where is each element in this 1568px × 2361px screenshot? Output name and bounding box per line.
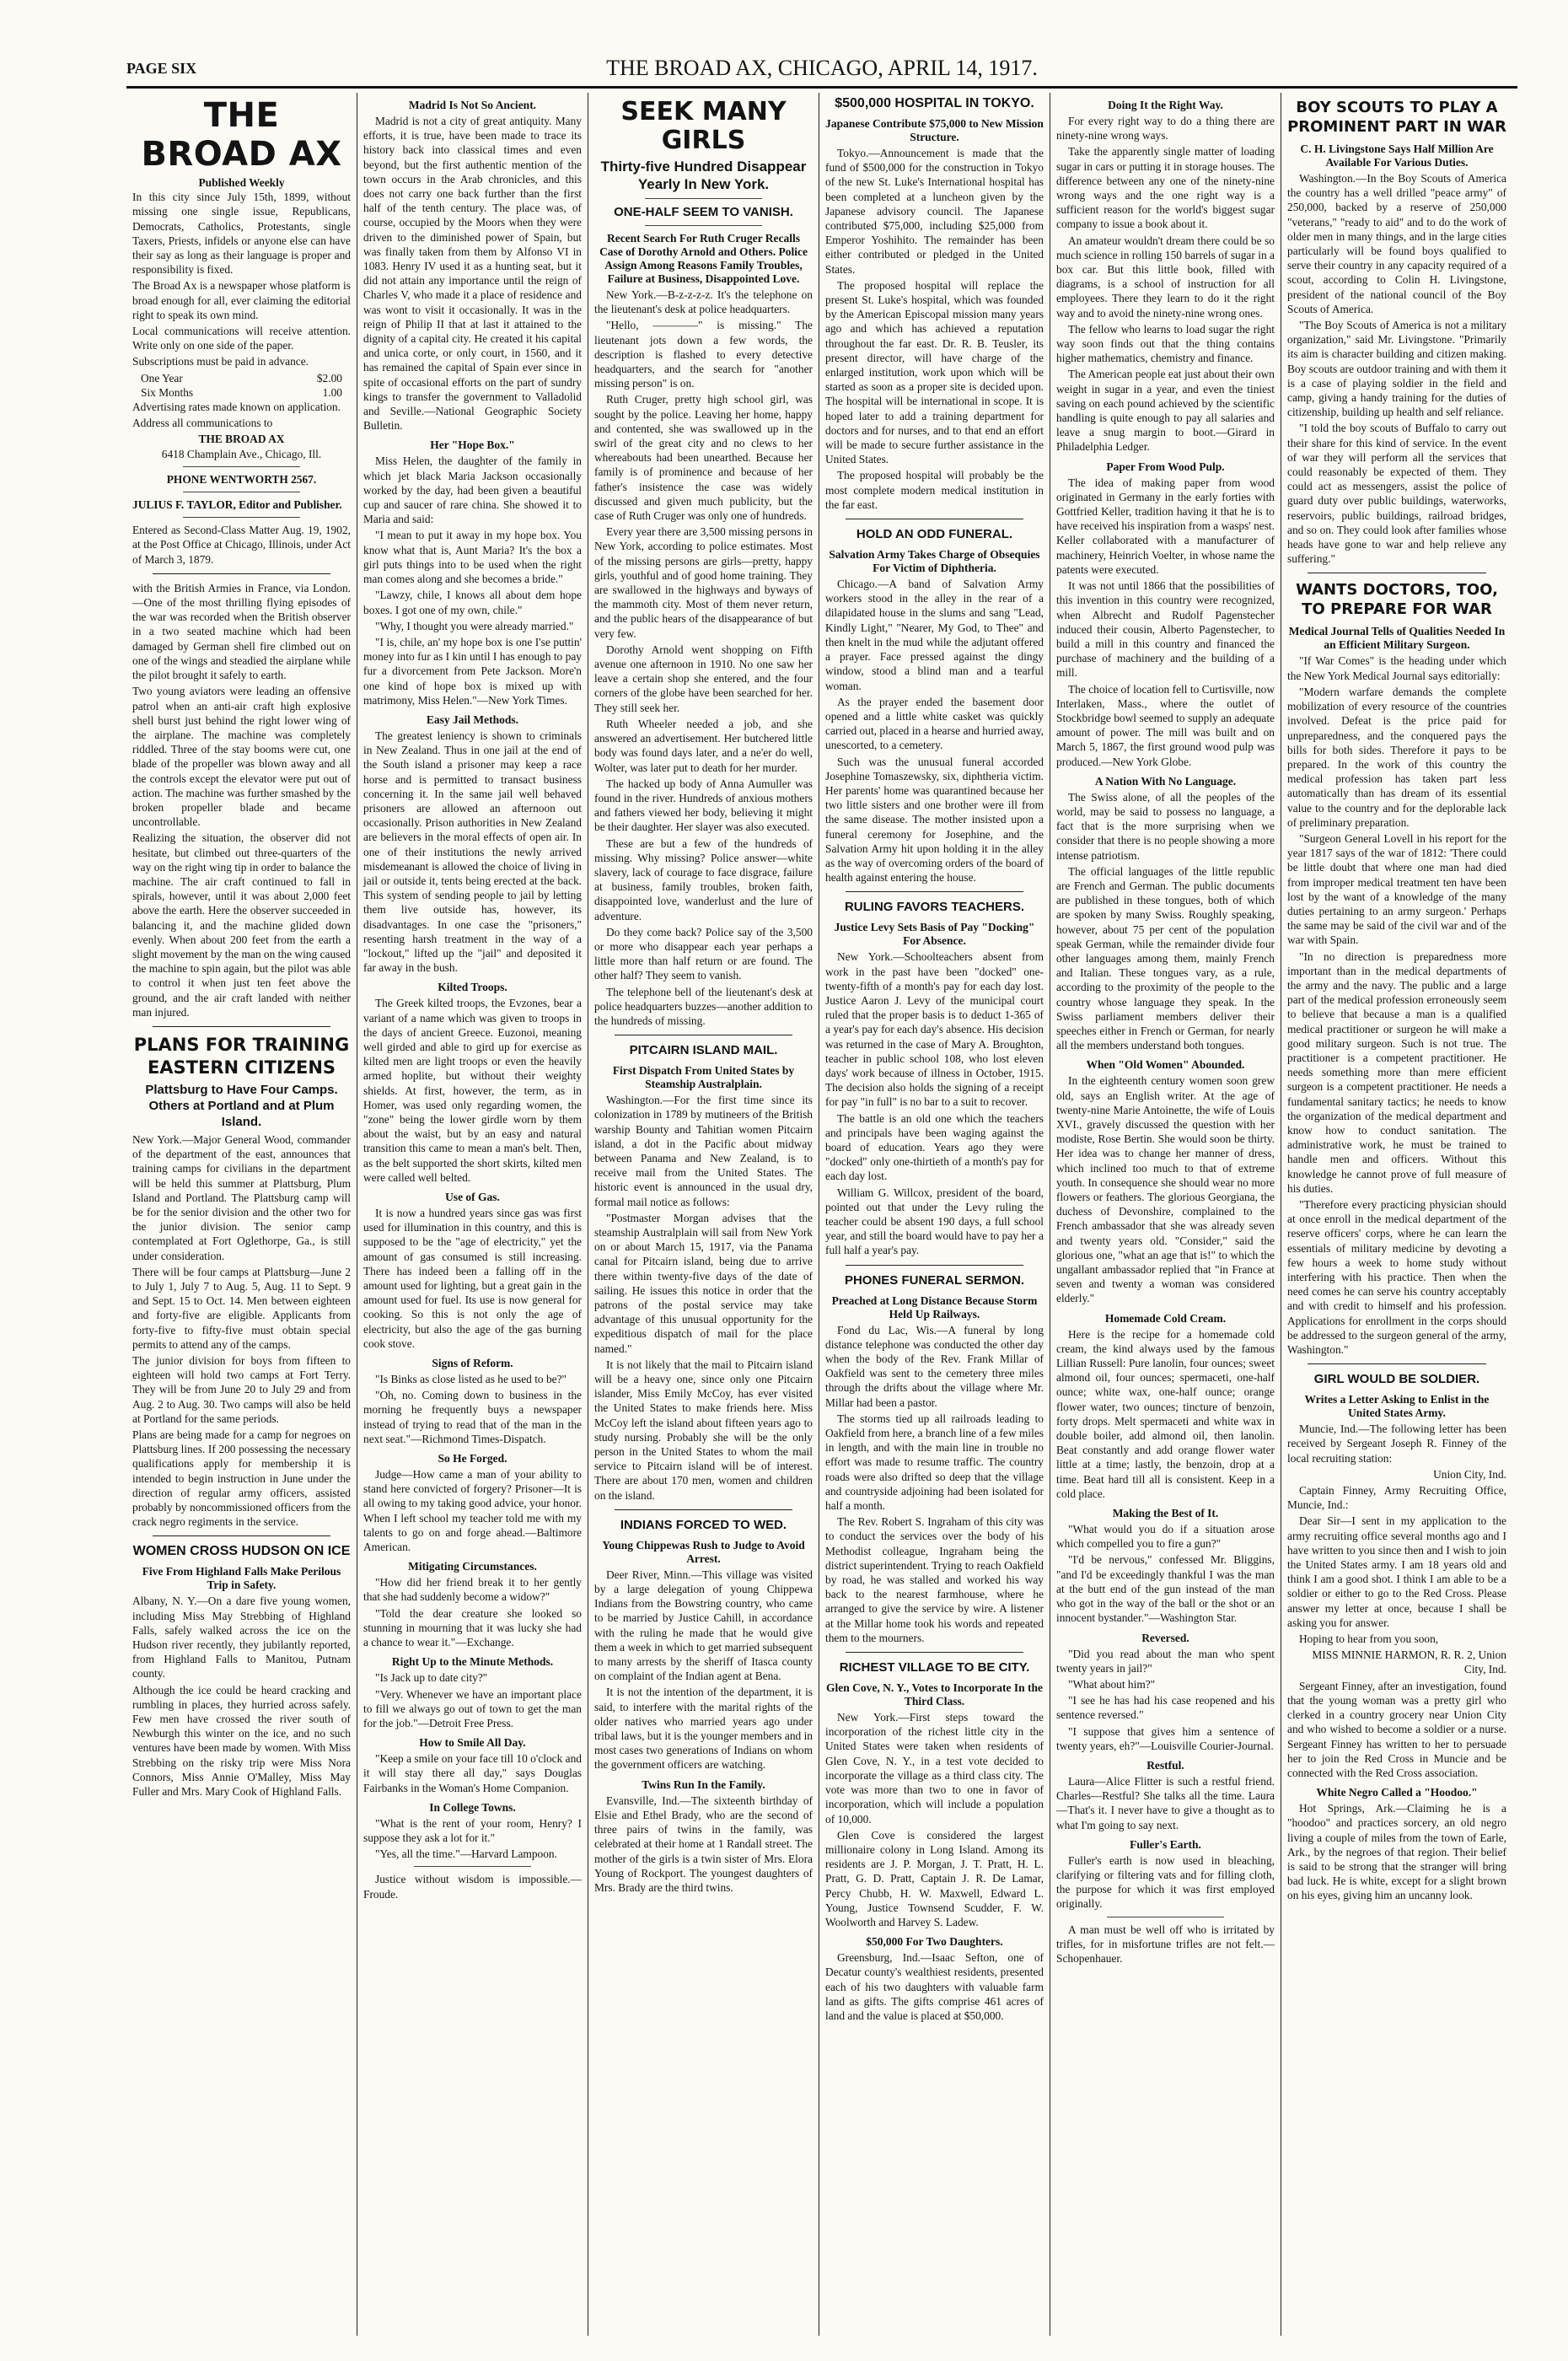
headline: RICHEST VILLAGE TO BE CITY. [839, 1660, 1030, 1675]
headline: How to Smile All Day. [419, 1736, 526, 1750]
article-paragraph: The Swiss alone, of all the peoples of the world, may be said to possess no language, a fact that is the more surprising when we consider that there is no people showing a more intense patriotism. [1056, 790, 1275, 862]
article-paragraph: It is not the intention of the department, it is said, to interfere with the marital rights of the older natives who married years ago under tribal laws, but it is the younger members and in most cases two generations of Indians on whom the government officers are watching. [594, 1686, 813, 1772]
article-paragraph: Although the ice could be heard cracking and rumbling in places, they hurried across safely. Few men have crossed the river south of Newburgh this winter on the ice, and no such ventures have been made by women. With Miss Strebbing on the risky trip were Miss Nora Connors, Miss Annie O'Malley, Miss May Fuller and Mrs. Mary Cook of Highland Falls. [132, 1683, 351, 1799]
article-paragraph: A man must be well off who is irritated by trifles, for in misfortune trifles are not felt.—Schopenhauer. [1056, 1923, 1275, 1965]
article-paragraph: "Modern warfare demands the complete mobilization of every resource of the countries involved. Defeat is the price paid for unpreparedness, and the conquered pays the bills for both sides. Therefore it pays to be prepared. In the work of this country the medical profession has taken part less automatically than has dream of its essential value to the country and for the deplorable lack of preliminary preparation. [1287, 685, 1506, 829]
headline: GIRL WOULD BE SOLDIER. [1313, 1372, 1480, 1387]
article-paragraph: Muncie, Ind.—The following letter has been received by Sergeant Joseph R. Finney of the local recruiting station: [1287, 1423, 1506, 1465]
article-paragraph: "I mean to put it away in my hope box. You know what that is, Aunt Maria? It's the box a girl puts things into to be used when the right man comes along and she becomes a bride." [363, 529, 582, 586]
subheadline: C. H. Livingstone Says Half Million Are Available For Various Duties. [1300, 143, 1494, 169]
article-paragraph: "I see he has had his case reopened and his sentence reversed." [1056, 1694, 1275, 1722]
editor: JULIUS F. TAYLOR, Editor and Publisher. [132, 498, 342, 512]
article-paragraph: The junior division for boys from fifteen to eighteen will hold two camps at Fort Terry. They will be from June 20 to July 29 and from Aug. 2 to Aug. 30. Two camps will also be held at Portland for the same periods. [132, 1354, 351, 1425]
headline: Use of Gas. [445, 1191, 500, 1204]
article-paragraph: In the eighteenth century women soon grew old, says an English writer. At the age of twenty-nine Marie Antoinette, the wife of Louis XVI., gravely discussed the question with her modiste, Rose Bertin. She would soon be thirty. Her idea was to change her manner of dress, which inclined too much to that of extreme youth. In consequence she should wear no more flowers or feathers. The glorious Georgiana, the duchess of Devonshire, complained to the French ambassador that she was already seven and twenty years old. "Consider," said the glorious one, "what an age that is!" to which the ungallant ambassador replied that "in France at seven and twenty a woman was considered elderly." [1056, 1074, 1275, 1305]
article-paragraph: Deer River, Minn.—This village was visited by a large delegation of young Chippewa Indians from the Bowstring country, who came to be married by Justice Cahill, in accordance with the ruling he made that he would give them a week in which to get married subsequent to many arrests by the sheriff of Itasca county on complaint of the Indian agent at Bena. [594, 1568, 813, 1683]
article-paragraph: The telephone bell of the lieutenant's desk at police headquarters buzzes—another addition to the hundreds of missing. [594, 985, 813, 1027]
article-paragraph: The hacked up body of Anna Aumuller was found in the river. Hundreds of anxious mothers and fathers viewed her body, believing it might be their daughter. Her slayer was also executed. [594, 777, 813, 834]
headline: Easy Jail Methods. [426, 713, 519, 726]
article-paragraph: Realizing the situation, the observer did not hesitate, but climbed out three-quarters of the way on the right wing tip in order to balance the machine. The air craft continued to fall in spirals, however, until it was about 2,000 feet above the earth. Here the observer succeeded in balancing it, and the machine glided down evenly. When about 200 feet from the earth a slight movement by the man on the wing caused the machine to spin again, but the pilot was able to control it when just ten feet above the ground, and the air craft landed with neither man injured. [132, 831, 351, 1019]
subheadline: First Dispatch From United States by Steamship Australplain. [612, 1064, 795, 1091]
subheadline: Plattsburg to Have Four Camps. Others at Portland and at Plum Island. [145, 1082, 338, 1129]
article-paragraph: The choice of location fell to Curtisville, now Interlaken, Mass., where the outlet of Stockbridge bowl seemed to supply an adequate amount of power. The mill was built and on March 5, 1867, the first ground wood pulp was produced.—New York Globe. [1056, 682, 1275, 768]
headline: In College Towns. [429, 1800, 516, 1814]
article-paragraph: Madrid is not a city of great antiquity. Many efforts, it is true, have been made to trace its history back into classical times and even beyond, but the first authentic mention of the town occurs in the Arab chronicles, and this does not carry one back further than the first half of the tenth century. The place was, of course, occupied by the Moors when they were driven to the diminished power of Spain, but was finally taken from them by Alfonso VI in 1083. Henry IV used it as a hunting seat, but it did not attain any importance until the reign of Charles V, who made it a place of residence and was wont to visit it occasionally. It was in the reign of Philip II that at last it attained to the dignity of a capital city. He created it his capital and unica corte, or only court, in 1560, and it has remained the capital of Spain ever since in spite of occasional efforts on the part of sundry kings to transfer the government to Valladolid and Seville.—National Geographic Society Bulletin. [363, 115, 582, 433]
article-paragraph: The Greek kilted troops, the Evzones, bear a variant of a name which was given to troops in the days of ancient Greece. Euzonoi, meaning well girded and able to gird up for exercise as kilted men are light troops or even the heavily armed hoplite, but without their weighty shields. At first, however, the term, as in Homer, was used only regarding women, the "zone" being the lower girdle worn by them about the waist, but by an easy and natural transition this came to mean a man's belt. Then, as the belt supported the short skirts, kilted men were called well belted. [363, 997, 582, 1184]
rates-table [132, 371, 351, 400]
article-paragraph: The proposed hospital will replace the present St. Luke's hospital, which was founded by the American Episcopal mission many years ago and which has achieved a reputation throughout the far east. Dr. R. B. Teusler, its present director, will have charge of the enlarged institution, work upon which will be started as soon as a proper site is decided upon. The hospital will be international in scope. It is hoped later to add a training department for doctors and for nurses, and to that end an effort will be made to secure further assistance in the United States. [825, 278, 1044, 466]
article-paragraph: Plans are being made for a camp for negroes on Plattsburg lines. If 200 possessing the necessary qualifications apply for membership it is intended to begin instruction in June under the direction of regular army officers, assisted probably by noncommissioned officers from the crack negro regiments in the service. [132, 1428, 351, 1529]
article-paragraph: The Rev. Robert S. Ingraham of this city was to conduct the services over the body of his Methodist colleague, Ingraham being the district superintendent. Trying to reach Oakfield by road, he was stalled and worked his way back to the nearest farmhouse, where he arranged to give the service by wire. A listener at the Millar home took his words and repeated them to the mourners. [825, 1515, 1044, 1644]
headline: $500,000 HOSPITAL IN TOKYO. [835, 96, 1034, 110]
article-paragraph: "What about him?" [1068, 1677, 1156, 1691]
article-paragraph: "I is, chile, an' my hope box is one I'se puttin' money into fur as I kin until I has enough to pay fur a divorcement from Pete Jackson. More'n one kind of hope box is mixed up with matrimony, Miss Helen."—New York Times. [363, 635, 582, 707]
phone: PHONE WENTWORTH 2567. [166, 472, 317, 486]
article-paragraph: "Did you read about the man who spent twenty years in jail?" [1056, 1647, 1275, 1675]
headline: PHONES FUNERAL SERMON. [844, 1272, 1025, 1288]
article-paragraph: There will be four camps at Plattsburg—June 2 to July 1, July 7 to Aug. 5, Aug. 11 to Sept. 9 and Sept. 15 to Oct. 14. Men between eighteen and forty-five are eligible. Applicants from forty-five to fifty-five must obtain special permits to attend any of the camps. [132, 1265, 351, 1351]
article-paragraph: "Yes, all the time."—Harvard Lampoon. [375, 1847, 557, 1861]
subheadline: Preached at Long Distance Because Storm Held Up Railways. [831, 1293, 1038, 1320]
article-paragraph: "Is Jack up to date city?" [375, 1671, 488, 1685]
article-paragraph: The official languages of the little republic are French and German. The public documents are published in these tongues, both of which are spoken by many Swiss. Roughly speaking, however, about 75 per cent of the population speak German, while the remainder divide four other languages among them, mainly French and Italian. These tongues vary, as a rule, according to the proximity of the people to the country whose language they speak. In the Swiss parliament members deliver their speeches either in French or German, for nearly all the members understand both tongues. [1056, 864, 1275, 1052]
deck: Recent Search For Ruth Cruger Recalls Case of Dorothy Arnold and Others. Police Assign Among Reasons Family Troubles, Failure at Business, Disappointed Love. [599, 232, 808, 285]
subs-text: Subscriptions must be paid in advance. [132, 355, 309, 368]
article-paragraph: with the British Armies in France, via London.—One of the most thrilling flying episodes of the war was recorded when the British observer in a two seated machine which had been damaged by German shell fire climbed out on one of the wings and steadied the airplane while the pilot brought it safely to earth. [132, 581, 351, 682]
article-paragraph: William G. Willcox, president of the board, pointed out that under the Levy ruling the teacher could be absent 190 days, a full school year, and still the board would have to pay her a full half a year's pay. [825, 1186, 1044, 1257]
masthead-title: THE BROAD AX, CHICAGO, APRIL 14, 1917. [606, 56, 1038, 80]
subheadline: Five From Highland Falls Make Perilous Trip in Safety. [142, 1565, 341, 1592]
article-paragraph: "Hello, ————" is missing." The lieutenant jots down a few words, the description is flashed to every detective headquarters, and the search for "another missing person" is on. [594, 319, 813, 390]
article-paragraph: The storms tied up all railroads leading to Oakfield from here, a branch line of a few miles in length, and with the main line in trouble no effort was made to resume traffic. The country roads were also drifted so deep that the village and countryside adjoining had been isolated for half a month. [825, 1412, 1044, 1513]
article-paragraph: Justice without wisdom is impossible.—Froude. [363, 1873, 582, 1901]
article-paragraph: New York.—First steps toward the incorporation of the richest little city in the United States were taken when residents of Glen Cove, N. Y., in a test vote decided to incorporate the village as a third class city. The vote was more than two to one in favor of incorporation, which will include a population of 10,000. [825, 1711, 1044, 1826]
entered-text: Entered as Second-Class Matter Aug. 19, 1902, at the Post Office at Chicago, Illinois, under Act of March 3, 1879. [132, 524, 351, 566]
headline: Doing It the Right Way. [1108, 99, 1223, 111]
article-paragraph: "What is the rent of your room, Henry? I suppose they ask a lot for it." [363, 1816, 582, 1844]
paper-title: THE BROAD AX [141, 96, 342, 174]
article-paragraph: "Therefore every practicing physician should at once enroll in the medical department of the reserve officers' corps, where he can learn the essentials of military medicine by devoting a few hours a week to home study without interfering with his practice. Then when the need comes he can serve his country acceptably and with credit to himself and his profession. Applications for enrollment in the corps should be addressed to the surgeon general of the army, Washington." [1287, 1198, 1506, 1357]
article-paragraph: MISS MINNIE HARMON, R. R. 2, Union City, Ind. [1312, 1648, 1506, 1676]
article-paragraph: For every right way to do a thing there are ninety-nine wrong ways. [1056, 115, 1275, 143]
article-paragraph: Sergeant Finney, after an investigation, found that the young woman was a pretty girl who clerked in a country grocery near Union City and who wished to become a soldier or a nurse. Sergeant Finney has written to her to persuade her to join the Red Cross in Muncie and be connected with the Red Cross association. [1287, 1679, 1506, 1779]
article-paragraph: Fuller's earth is now used in bleaching, clarifying or filtering vats and for filling cloth, the purpose for which it was first employed originally. [1056, 1853, 1275, 1911]
subheadline: Young Chippewas Rush to Judge to Avoid Arrest. [602, 1538, 805, 1565]
article-paragraph: "In no direction is preparedness more important than in the medical departments of the army and the navy. The public and a large part of the medical profession erroneously seem to believe that because a man is a qualified medical practitioner or surgeon he will make a good military surgeon. Such is not true. The practitioner is a competent practitioner. He needs something more than mere efficient surgeon is a competent practitioner. He needs a fundamental sanitary tactics; he needs to know the organization of the medical department and know how to conduct sanitation. The administrative work, he must be trained to handle men and officers. Without this knowledge he cannot prove of full measure of his duties. [1287, 949, 1506, 1195]
local-text: Local communications will receive attention. Write only on one side of the paper. [132, 325, 351, 352]
article-paragraph: It was not until 1866 that the possibilities of this invention in this country were recognized, when Albrecht and Rudolf Pagenstecher induced their cousin, Alberto Pagenstecher, to build a mill in this country and financed the purchase of machinery and the building of a mill. [1056, 579, 1275, 680]
platform-text: The Broad Ax is a newspaper whose platform is broad enough for all, ever claiming the editorial right to speak its own mind. [132, 279, 351, 321]
headline: Reversed. [1141, 1631, 1189, 1644]
headline: BOY SCOUTS TO PLAY A PROMINENT PART IN WAR [1287, 99, 1506, 136]
headline: PLANS FOR TRAINING EASTERN CITIZENS [133, 1034, 350, 1078]
article-paragraph: Two young aviators were leading an offensive patrol when an anti-air craft high explosive shell burst just behind the right lower wing of the airplane. The machine was completely riddled. Three of the stay booms were cut, one blade of the propeller was blown away and all the controls except the elevator were put out of action. The machine was further smashed by the broken propeller blade and became uncontrollable. [132, 685, 351, 829]
article-paragraph: New York.—Schoolteachers absent from work in the past have been "docked" one-twenty-fifth of a month's pay for each day lost. Justice Aaron J. Levy of the municipal court ruled that the proper basis is to deduct 1-365 of a year's pay for each day's absence. His decision was returned in the case of Mary A. Broughton, teacher in public school 108, who lost eleven days' work because of illness in October, 1915. The decision also holds the signing of a receipt for pay "in full" is no bar to a suit to recover. [825, 950, 1044, 1109]
article-paragraph: As the prayer ended the basement door opened and a little white casket was quickly carried out, placed in a hearse and hurried away, unescorted, to a cemetery. [825, 695, 1044, 752]
headline: Fuller's Earth. [1130, 1837, 1201, 1851]
masthead [126, 51, 1517, 89]
headline: White Negro Called a "Hoodoo." [1316, 1786, 1478, 1799]
article-paragraph: "I'd be nervous," confessed Mr. Bliggins, "and I'd be exceedingly thankful I was the man at the butt end of the gun instead of the man who got in the way of the ball or the shot or an innocent bystander."—Washington Star. [1056, 1553, 1275, 1625]
article-paragraph: "If War Comes" is the heading under which the New York Medical Journal says editorially: [1287, 654, 1506, 682]
article-paragraph: "I suppose that gives him a sentence of twenty years, eh?"—Louisville Courier-Journal. [1056, 1724, 1275, 1752]
article-paragraph: The proposed hospital will probably be the most complete modern medical institution in the far east. [825, 469, 1044, 511]
article-paragraph: "Surgeon General Lovell in his report for the year 1817 says of the war of 1812: 'There could be little doubt that where one man had died from improper medical treatment ten have been lost by the want of a knowledge of the many duties pertaining to an army surgeon.' Perhaps the same may be said of the civil war and of the war with Spain. [1287, 831, 1506, 947]
headline: INDIANS FORCED TO WED. [620, 1517, 787, 1532]
article-paragraph: "I told the boy scouts of Buffalo to carry out their share for this kind of service. In the event of war they will perform all the services that could reasonably be expected of them. They could act as messengers, assist the police of guard duty over public buildings, waterworks, reservoirs, public buildings, railroad bridges, and so on. They could look after families whose heads have gone to war and help relieve any suffering." [1287, 422, 1506, 566]
subheadline: Glen Cove, N. Y., Votes to Incorporate In the Third Class. [826, 1681, 1043, 1708]
paper-name: THE BROAD AX [198, 433, 285, 446]
article-paragraph: "Very. Whenever we have an important place to fill we always go out of town to get the man for the job."—Detroit Free Press. [363, 1687, 582, 1729]
address-label: Address all communications to [132, 417, 273, 430]
column-4 [819, 93, 1050, 2336]
article-paragraph: Union City, Ind. [1433, 1467, 1506, 1481]
headline: Right Up to the Minute Methods. [391, 1655, 554, 1669]
article-paragraph: Albany, N. Y.—On a dare five young women, including Miss May Strebbing of Highland Falls, safely walked across the ice on the Hudson river recently, they jubilantly reported, from Highland Falls to Manitou, Putnam county. [132, 1595, 351, 1681]
column-3 [588, 93, 819, 2336]
headline: Mitigating Circumstances. [408, 1560, 537, 1573]
headline: SEEK MANY GIRLS [620, 97, 787, 155]
subheadline: Medical Journal Tells of Qualities Needed In an Efficient Military Surgeon. [1288, 625, 1506, 652]
column-2 [357, 93, 588, 2336]
article-paragraph: Laura—Alice Flitter is such a restful friend. Charles—Restful? She talks all the time. Laura—That's it. I never have to give a thought as to what I'm going to say next. [1056, 1774, 1275, 1831]
article-paragraph: "Lawzy, chile, I knows all about dem hope boxes. I got one of my own, chile." [363, 589, 582, 616]
headline: $50,000 For Two Daughters. [866, 1935, 1003, 1949]
subheadline: ONE-HALF SEEM TO VANISH. [614, 205, 793, 219]
article-paragraph: Tokyo.—Announcement is made that the fund of $500,000 for the construction in Tokyo of the new St. Luke's International hospital has been completed at a luncheon given by the Japanese advisory council. The Japanese contributed $75,000, including $25,000 from Emperor Yoshihito. The remainder has been either contributed or pledged in the United States. [825, 147, 1044, 276]
article-paragraph: Chicago.—A band of Salvation Army workers stood in the alley in the rear of a dilapidated house in the slums and sang "Lead, Kindly Light," "Nearer, My God, to Thee" and then knelt in the mud while the adjutant offered a prayer. Face pressed against the dingy window, stood a blind man and a tearful woman. [825, 578, 1044, 692]
headline: When "Old Women" Abounded. [1086, 1058, 1245, 1072]
intro-text: In this city since July 15th, 1899, without missing one single issue, Republicans, Democrats, Catholics, Protestants, single Taxers, Priests, infidels or anyone else can have their say as long as their language is proper and responsibility is fixed. [132, 191, 351, 277]
article-paragraph: New York.—Major General Wood, commander of the department of the east, announces that training camps for civilians in the department will be held this summer at Plattsburg, Plum Island and Portland. The Plattsburg camp will be for the senior division and the other two for the junior division. The senior camp contemplated at Fort Oglethorpe, Ga., is still under consideration. [132, 1132, 351, 1262]
article-paragraph: The American people eat just about their own weight in sugar in a year, and even the tiniest saving on each pound achieved by the scientific handling is quite enough to pay all salaries and leave a snug margin to boot.—Girard in Philadelphia Ledger. [1056, 368, 1275, 454]
article-paragraph: "Oh, no. Coming down to business in the morning he frequently buys a newspaper instead of trying to read that of the man in the next seat."—Richmond Times-Dispatch. [363, 1389, 582, 1445]
headline: Kilted Troops. [438, 981, 507, 994]
article-paragraph: Hot Springs, Ark.—Claiming he is a "hoodoo" and practices sorcery, an old negro living a couple of miles from the town of Earle, Ark., by the negroes of that region. Their belief is said to be strong that the stranger will bring bad luck. He is white, except for a slight brown on his eyes, giving him an uncanny look. [1287, 1802, 1506, 1902]
headline: WOMEN CROSS HUDSON ON ICE [132, 1544, 351, 1559]
article-paragraph: The greatest leniency is shown to criminals in New Zealand. Thus in one jail at the end of the South island a prisoner may keep a race horse and is permitted to transact business concerning it. In the same jail well behaved prisoners are allowed an afternoon out occasionally. Prison authorities in New Zealand are believers in the moral effects of open air. In one of their institutions the newly arrived misdemeanant is allowed the choice of living in jail or outside it, tents being erected at the back. This system of sending people to jail by letting them live outside has, however, its disadvantages. In one case the "prisoners," resenting harsh treatment in the way of a "lockout," lifted up the "jail" and deposited it far away in the bush. [363, 729, 582, 975]
advertising-text: Advertising rates made known on application. [132, 401, 341, 414]
subheadline: Thirty-five Hundred Disappear Yearly In New York. [600, 159, 807, 192]
article-paragraph: Dorothy Arnold went shopping on Fifth avenue one afternoon in 1910. No one saw her leave a certain shop she entered, and the four corners of the globe have been searched for her. They still seek her. [594, 643, 813, 714]
headline: Homemade Cold Cream. [1104, 1311, 1227, 1325]
article-paragraph: The battle is an old one which the teachers and principals have been waging against the board of education. Years ago they were "docked" only one-thirtieth of a month's pay for each day lost. [825, 1111, 1044, 1183]
article-paragraph: "What would you do if a situation arose which compelled you to fire a gun?" [1056, 1523, 1275, 1551]
headline: RULING FAVORS TEACHERS. [844, 900, 1025, 915]
headline: Twins Run In the Family. [642, 1777, 765, 1791]
headline: Signs of Reform. [432, 1357, 513, 1370]
headline: Restful. [1146, 1758, 1184, 1772]
article-paragraph: "Keep a smile on your face till 10 o'clock and it will stay there all day," says Douglas Fairbanks in the Woman's Home Companion. [363, 1752, 582, 1794]
column-6 [1281, 93, 1512, 2336]
article-paragraph: Fond du Lac, Wis.—A funeral by long distance telephone was conducted the other day when the body of the Rev. Frank Millar of Oakfield was sent to the cemetery three miles through the drifts about the village where Mr. Millar had been a pastor. [825, 1323, 1044, 1409]
article-paragraph: Dear Sir—I sent in my application to the army recruiting office several months ago and I have written to you since then and I wish to join the United States army. I am 18 years old and think I am a good shot. I think I am able to be a soldier or either to go to the Red Cross. Please answer my letter at once, because I shall be asking you for answer. [1287, 1514, 1506, 1629]
article-paragraph: Glen Cove is considered the largest millionaire colony in Long Island. Among its residents are J. P. Morgan, J. T. Pratt, H. L. Pratt, G. D. Pratt, Captain J. R. De Lamar, Percy Chubb, H. W. Maxwell, Edward L. Young, Justice Townsend Scudder, F. W. Woolworth and Harvey S. Ladew. [825, 1828, 1044, 1928]
article-paragraph: "How did her friend break it to her gently that she had suddenly become a widow?" [363, 1576, 582, 1604]
article-paragraph: Greensburg, Ind.—Isaac Sefton, one of Decatur county's wealthiest residents, presented each of his two daughters with valuable farm land as gifts. The gifts comprise 461 acres of land and the value is placed at $50,000. [825, 1951, 1044, 2022]
headline: Her "Hope Box." [430, 438, 515, 452]
rate-value: $2.00 [316, 371, 342, 385]
article-paragraph: It is not likely that the mail to Pitcairn island will be a heavy one, since only one Pitcairn islander, Miss Emily McCoy, has ever visited the United States to make friends here. Miss McCoy left the island about fifteen years ago to study nursing. Probably she will be the only person in the United States to whom the mail service to Pitcairn island will be of interest. There are about 170 men, women and children on the island. [594, 1358, 813, 1502]
article-paragraph: Captain Finney, Army Recruiting Office, Muncie, Ind.: [1287, 1484, 1506, 1512]
article-paragraph: New York.—B-z-z-z-z. It's the telephone on the lieutenant's desk at police headquarters. [594, 288, 813, 316]
article-paragraph: Do they come back? Police say of the 3,500 or more who disappear each year perhaps a little more than half return or are found. The other half? They seem to vanish. [594, 925, 813, 982]
article-paragraph: Washington.—In the Boy Scouts of America the country has a well drilled "peace army" of 250,000, backed by a reserve of 250,000 "veterans," "ready to aid" and to do the work of older men in many things, and in the large cities particularly will be found boys qualified to serve their country in any capacity required of a scout, according to Colin H. Livingstone, president of the national council of the Boy Scouts of America. [1287, 172, 1506, 315]
article-paragraph: "Why, I thought you were already married." [375, 619, 574, 632]
article-paragraph: "Is Binks as close listed as he used to be?" [375, 1373, 567, 1386]
article-paragraph: Ruth Cruger, pretty high school girl, was sought by the police. Leaving her home, happy and contented, she was swallowed up in the swirl of the great city and no clews to her whereabouts had been unearthed. Because her family is of prominence and because of her father's insistence the case was widely discussed and given much publicity, but the case of Ruth Cruger was only one of hundreds. [594, 393, 813, 523]
headline: WANTS DOCTORS, TOO, TO PREPARE FOR WAR [1296, 581, 1498, 619]
headline: Making the Best of It. [1112, 1507, 1219, 1520]
headline: So He Forged. [438, 1452, 507, 1466]
headline: Madrid Is Not So Ancient. [408, 99, 537, 111]
article-paragraph: Judge—How came a man of your ability to stand here convicted of forgery? Prisoner—It is all owing to my taking good advice, your honor. When I left school my teacher told me with my talents to go on and forge ahead.—Baltimore American. [363, 1468, 582, 1554]
article-paragraph: "Told the dear creature she looked so stunning in mourning that it was lucky she had a chance to wear it."—Exchange. [363, 1606, 582, 1649]
address: 6418 Champlain Ave., Chicago, Ill. [161, 447, 322, 460]
headline: A Nation With No Language. [1094, 774, 1237, 788]
headline: HOLD AN ODD FUNERAL. [856, 527, 1013, 542]
headline: Paper From Wood Pulp. [1106, 460, 1225, 473]
article-paragraph: Washington.—For the first time since its colonization in 1789 by mutineers of the British warship Bounty and Tahitian women Pitcairn island, a dot in the Pacific about midway between Panama and New Zealand, is to receive mail from the United States. The historic event is announced in the usual dry, formal mail notice as follows: [594, 1094, 813, 1208]
article-paragraph: The fellow who learns to load sugar the right way soon finds out that the thing contains higher mathematics, chemistry and finance. [1056, 322, 1275, 365]
article-paragraph: Evansville, Ind.—The sixteenth birthday of Elsie and Ethel Brady, who are the second of three pairs of twins in the family, was celebrated at their home at 1 Randall street. The mother of the girls is a twin sister of Mrs. Elora Young of Rockport. The youngest daughters of Mrs. Brady are the third twins. [594, 1794, 813, 1894]
headline: PITCAIRN ISLAND MAIL. [629, 1043, 778, 1058]
rate-label: One Year [141, 371, 183, 385]
subheadline: Salvation Army Takes Charge of Obsequies For Victim of Diphtheria. [829, 548, 1040, 575]
article-paragraph: Hoping to hear from you soon, [1299, 1632, 1439, 1646]
article-paragraph: An amateur wouldn't dream there could be so much science in rolling 150 barrels of sugar in a box car. But this little book, filled with diagrams, is a school of instruction for all employees. There they learn to do it the right way and to avoid the ninety-nine wrong ones. [1056, 234, 1275, 320]
article-paragraph: "Postmaster Morgan advises that the steamship Australplain will sail from New York on or about March 15, 1917, via the Panama canal for Pitcairn island, being due to arrive there within twenty-five days of the date of sailing. He issues this notice in order that the patrons of the postal service may take advantage of this unusual opportunity for the expeditious dispatch of mail for the place named." [594, 1211, 813, 1355]
article-paragraph: These are but a few of the hundreds of missing. Why missing? Police answer—white slavery, lack of courage to face disgrace, failure at business, family troubles, broken faith, disappointed love, wanderlust and the lure of adventure. [594, 836, 813, 922]
article-paragraph: Miss Helen, the daughter of the family in which jet black Maria Jackson occasionally worked by the day, had been given a beautiful cup and saucer of rare china. She showed it to Maria and said: [363, 454, 582, 526]
article-paragraph: Such was the unusual funeral accorded Josephine Tomaszewsky, six, diphtheria victim. Her parents' home was quarantined because her two little sisters and one brother were ill from the same disease. The mother insisted upon a funeral ceremony for Josephine, and the Salvation Army hit upon holding it in the alley as the way of overcoming orders of the board of health against entering the house. [825, 755, 1044, 885]
rate-label: Six Months [141, 385, 194, 399]
article-paragraph: It is now a hundred years since gas was first used for illumination in this country, and this is supposed to be the "age of electricity," yet the amount of gas consumed is still increasing. There has indeed been a falling off in the amount used for lighting, but a great gain in the amount used for fuel. Its use is now general for cooking. So this is not only the age of electricity, but also the age of the gas burning cook stove. [363, 1207, 582, 1350]
rate-value: 1.00 [322, 385, 342, 399]
page-label: PAGE SIX [126, 59, 197, 77]
article-paragraph: "The Boy Scouts of America is not a military organization," said Mr. Livingstone. "Primarily its aim is character building and citizen making. Boy scouts are outdoor training and with them it is a case of playing soldier in the field and camp, giving a handy training for the duties of citizenship, building up health and self reliance. [1287, 319, 1506, 419]
article-paragraph: Every year there are 3,500 missing persons in New York, according to police estimates. Most of the missing persons are girls—pretty, happy girls, youthful and of good home training. They are swallowed in the highways and byways of the mammoth city. Most of them never return, and the public hears of the disappearance of but very few. [594, 525, 813, 640]
subheadline: Writes a Letter Asking to Enlist in the United States Army. [1304, 1393, 1490, 1420]
subheadline: Japanese Contribute $75,000 to New Mission Structure. [825, 117, 1044, 143]
published-line: Published Weekly [198, 176, 285, 189]
article-paragraph: Here is the recipe for a homemade cold cream, the kind always used by the famous Lillian Russell: Pure lanolin, four ounces; sweet almond oil, four ounces; spermaceti, one-half ounce; white wax, one-half ounce; orange flower water, two ounces; tincture of benzoin, forty drops. Melt spermaceti and white wax in double boiler, add almond oil, then lanolin. Beat constantly and add orange flower water little at a time; lastly, the benzoin, drop at a time. Beat hard till all is consistent. Keep in a cold place. [1056, 1327, 1275, 1500]
article-paragraph: Ruth Wheeler needed a job, and she answered an advertisement. Her butchered little body was found days later, and a ne'er do well, Wolter, was later put to death for her murder. [594, 717, 813, 774]
article-paragraph: Take the apparently single matter of loading sugar in cars or putting it in storage houses. The difference between any one of the ninety-nine wrong ways and the one right way is a sufficient reason for the world's biggest sugar company to issue a book about it. [1056, 145, 1275, 231]
column-1 [126, 93, 357, 2336]
subheadline: Justice Levy Sets Basis of Pay "Docking" For Absence. [834, 921, 1035, 948]
column-5 [1050, 93, 1281, 2336]
article-paragraph: The idea of making paper from wood originated in Germany in the early forties with Gottfried Keller, tradition having it that he is to have received his inspiration from a wasps' nest. Keller collaborated with a manufacturer of machinery, Heinrich Voelter, in whose name the patents were executed. [1056, 476, 1275, 576]
